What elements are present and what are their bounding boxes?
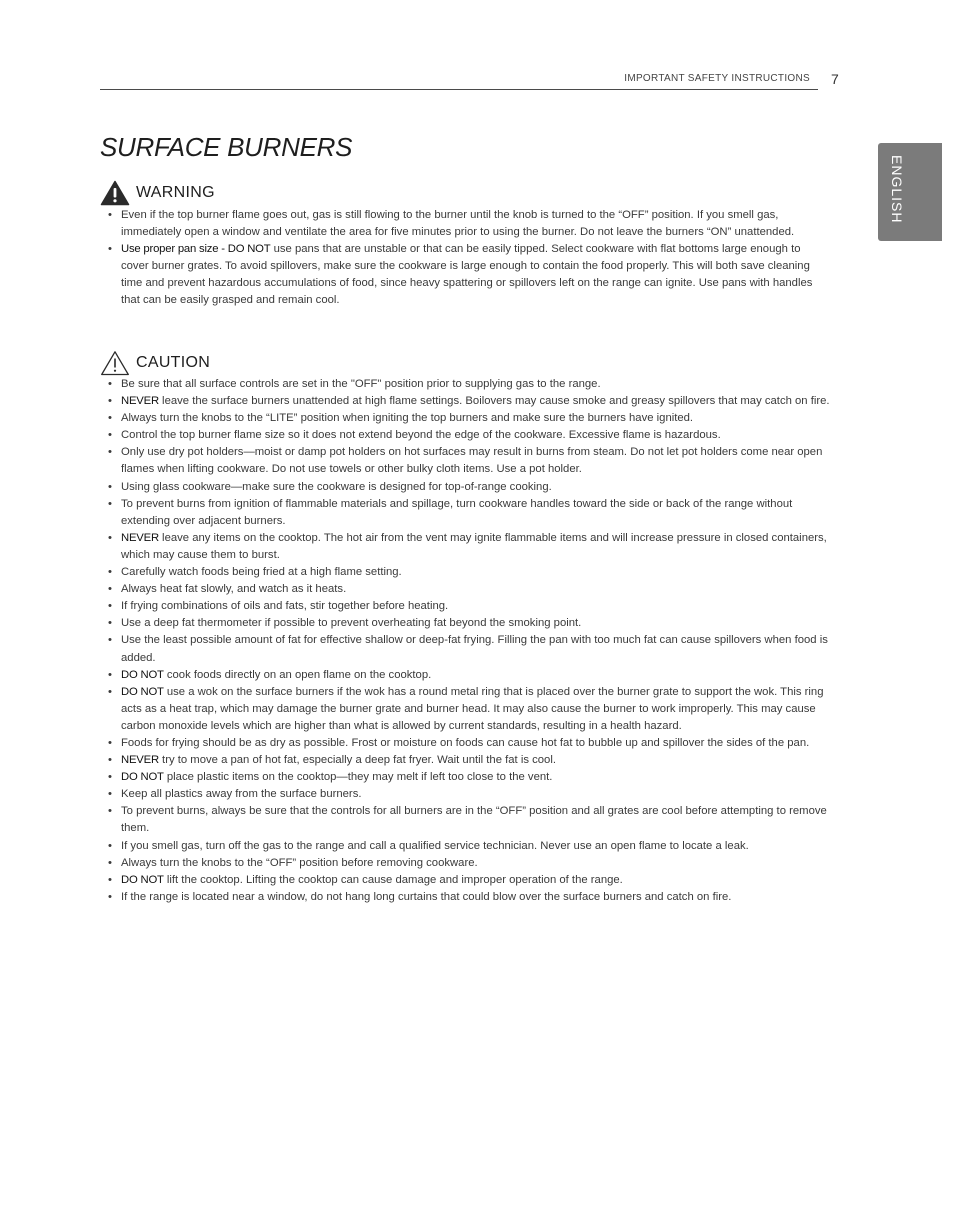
caution-item: [100, 615, 830, 632]
warning-item-emphasis: Use proper pan size - DO NOT: [121, 243, 271, 256]
caution-item-text: leave the surface burners unattended at high flame settings. Boilovers may cause smoke and greasy spillovers that may catch on fire.: [158, 395, 830, 408]
caution-list: [100, 376, 830, 906]
caution-item: [100, 889, 830, 906]
caution-header: [100, 350, 830, 376]
caution-section: [100, 350, 830, 906]
caution-item-text: Always turn the knobs to the “LITE” position when igniting the top burners and make sure the burners have ignited.: [121, 412, 694, 425]
caution-item: [100, 427, 830, 444]
caution-item-text: Always turn the knobs to the “OFF” position before removing cookware.: [121, 856, 478, 869]
warning-header: [100, 180, 830, 206]
caution-item: [100, 564, 830, 581]
caution-item-emphasis: NEVER: [121, 754, 159, 767]
caution-item: [100, 769, 830, 786]
caution-item: [100, 838, 830, 855]
caution-item-emphasis: DO NOT: [121, 668, 164, 681]
caution-item-text: Keep all plastics away from the surface burners.: [121, 788, 362, 801]
caution-item: [100, 444, 830, 478]
caution-item-text: Always heat fat slowly, and watch as it heats.: [121, 583, 347, 596]
warning-item-text: Even if the top burner flame goes out, gas is still flowing to the burner until the knob is turned to the “OFF” position. If you smell gas, immediately open a window and ventilate the area for five minutes prior to using the burner. Do not leave the burners “ON” unattended.: [121, 209, 795, 239]
caution-item-text: If frying combinations of oils and fats, stir together before heating.: [121, 600, 449, 613]
caution-icon: [100, 350, 130, 376]
caution-item-text: Only use dry pot holders—moist or damp pot holders on hot surfaces may result in burns from steam. Do not let pot holders come near open flames when lifting cookware. Do not use towels or other bulky cloth items. Use a pot holder.: [121, 446, 823, 476]
caution-item: [100, 684, 830, 735]
caution-item-text: Carefully watch foods being fried at a high flame setting.: [121, 566, 402, 579]
caution-item-text: Use a deep fat thermometer if possible to prevent overheating fat beyond the smoking point.: [121, 617, 582, 630]
caution-item: [100, 581, 830, 598]
caution-item-emphasis: DO NOT: [121, 685, 164, 698]
caution-item: [100, 872, 830, 889]
caution-item: [100, 393, 830, 410]
caution-item: [100, 632, 830, 666]
caution-item-text: try to move a pan of hot fat, especially a deep fat fryer. Wait until the fat is cool.: [158, 754, 556, 767]
page-title: SURFACE BURNERS: [100, 132, 353, 162]
caution-item-text: leave any items on the cooktop. The hot air from the vent may ignite flammable items and will increase pressure in closed containers, which may cause them to burst.: [121, 531, 827, 561]
caution-item: [100, 530, 830, 564]
caution-item-text: If the range is located near a window, do not hang long curtains that could blow over the surface burners and catch on fire.: [121, 890, 732, 903]
caution-item-emphasis: NEVER: [121, 531, 159, 544]
caution-item: [100, 410, 830, 427]
page-number: 7: [831, 71, 839, 87]
caution-item: [100, 735, 830, 752]
caution-item-text: To prevent burns, always be sure that the controls for all burners are in the “OFF” position and all grates are cool before attempting to remove them.: [121, 805, 827, 835]
caution-item: [100, 667, 830, 684]
caution-item-text: Foods for frying should be as dry as possible. Frost or moisture on foods can cause hot fat to bubble up and spillover the sides of the pan.: [121, 736, 810, 749]
caution-item-emphasis: NEVER: [121, 395, 159, 408]
warning-item: [100, 207, 830, 241]
caution-item: [100, 855, 830, 872]
caution-item-text: cook foods directly on an open flame on the cooktop.: [163, 668, 432, 681]
header-rule: [100, 72, 818, 90]
caution-item-text: Be sure that all surface controls are set in the "OFF" position prior to supplying gas to the range.: [121, 378, 601, 390]
caution-item: [100, 786, 830, 803]
warning-section: [100, 180, 830, 310]
caution-item-text: Using glass cookware—make sure the cookware is designed for top-of-range cooking.: [121, 480, 552, 493]
caution-item-text: lift the cooktop. Lifting the cooktop can cause damage and improper operation of the range.: [163, 873, 623, 886]
caution-item-emphasis: DO NOT: [121, 873, 164, 886]
caution-item-emphasis: DO NOT: [121, 771, 164, 784]
warning-item: [100, 241, 830, 309]
warning-item-text: use pans that are unstable or that can be easily tipped. Select cookware with flat bottoms large enough to cover burner grates. To avoid spillovers, make sure the cookware is large enough to contain the food properly. This will both save cleaning time and prevent hazardous accumulations of food, since heavy spattering or spillovers left on the range can ignite. Use pans with handles that can be easily grasped and remain cool.: [121, 243, 813, 307]
caution-title: CAUTION: [136, 354, 211, 371]
caution-item-text: To prevent burns from ignition of flammable materials and spillage, turn cookware handles toward the side or back of the range without extending over adjacent burners.: [121, 497, 793, 527]
header-section-title: IMPORTANT SAFETY INSTRUCTIONS: [624, 73, 810, 84]
caution-item: [100, 598, 830, 615]
language-tab-label: ENGLISH: [889, 155, 905, 224]
warning-icon: [100, 180, 130, 206]
warning-list: [100, 207, 830, 310]
caution-item-text: use a wok on the surface burners if the wok has a round metal ring that is placed over the burner grate to support the wok. This ring acts as a heat trap, which may damage the burner grate and burner head. It may also cause the burner to work improperly. This may cause carbon monoxide levels which are higher than what is allowed by current standards, resulting in a health hazard.: [121, 685, 824, 732]
language-tab: [878, 143, 942, 241]
caution-item: [100, 479, 830, 496]
warning-title: WARNING: [136, 184, 215, 201]
caution-item: [100, 496, 830, 530]
caution-item-text: place plastic items on the cooktop—they may melt if left too close to the vent.: [163, 771, 553, 784]
caution-item: [100, 803, 830, 837]
caution-item-text: If you smell gas, turn off the gas to the range and call a qualified service technician. Never use an open flame to locate a leak.: [121, 839, 749, 852]
caution-item-text: Use the least possible amount of fat for effective shallow or deep-fat frying. Filling the pan with too much fat can cause spillovers when food is added.: [121, 634, 828, 664]
caution-item-text: Control the top burner flame size so it does not extend beyond the edge of the cookware. Excessive flame is hazardous.: [121, 429, 721, 442]
caution-item: [100, 752, 830, 769]
caution-item: [100, 376, 830, 393]
